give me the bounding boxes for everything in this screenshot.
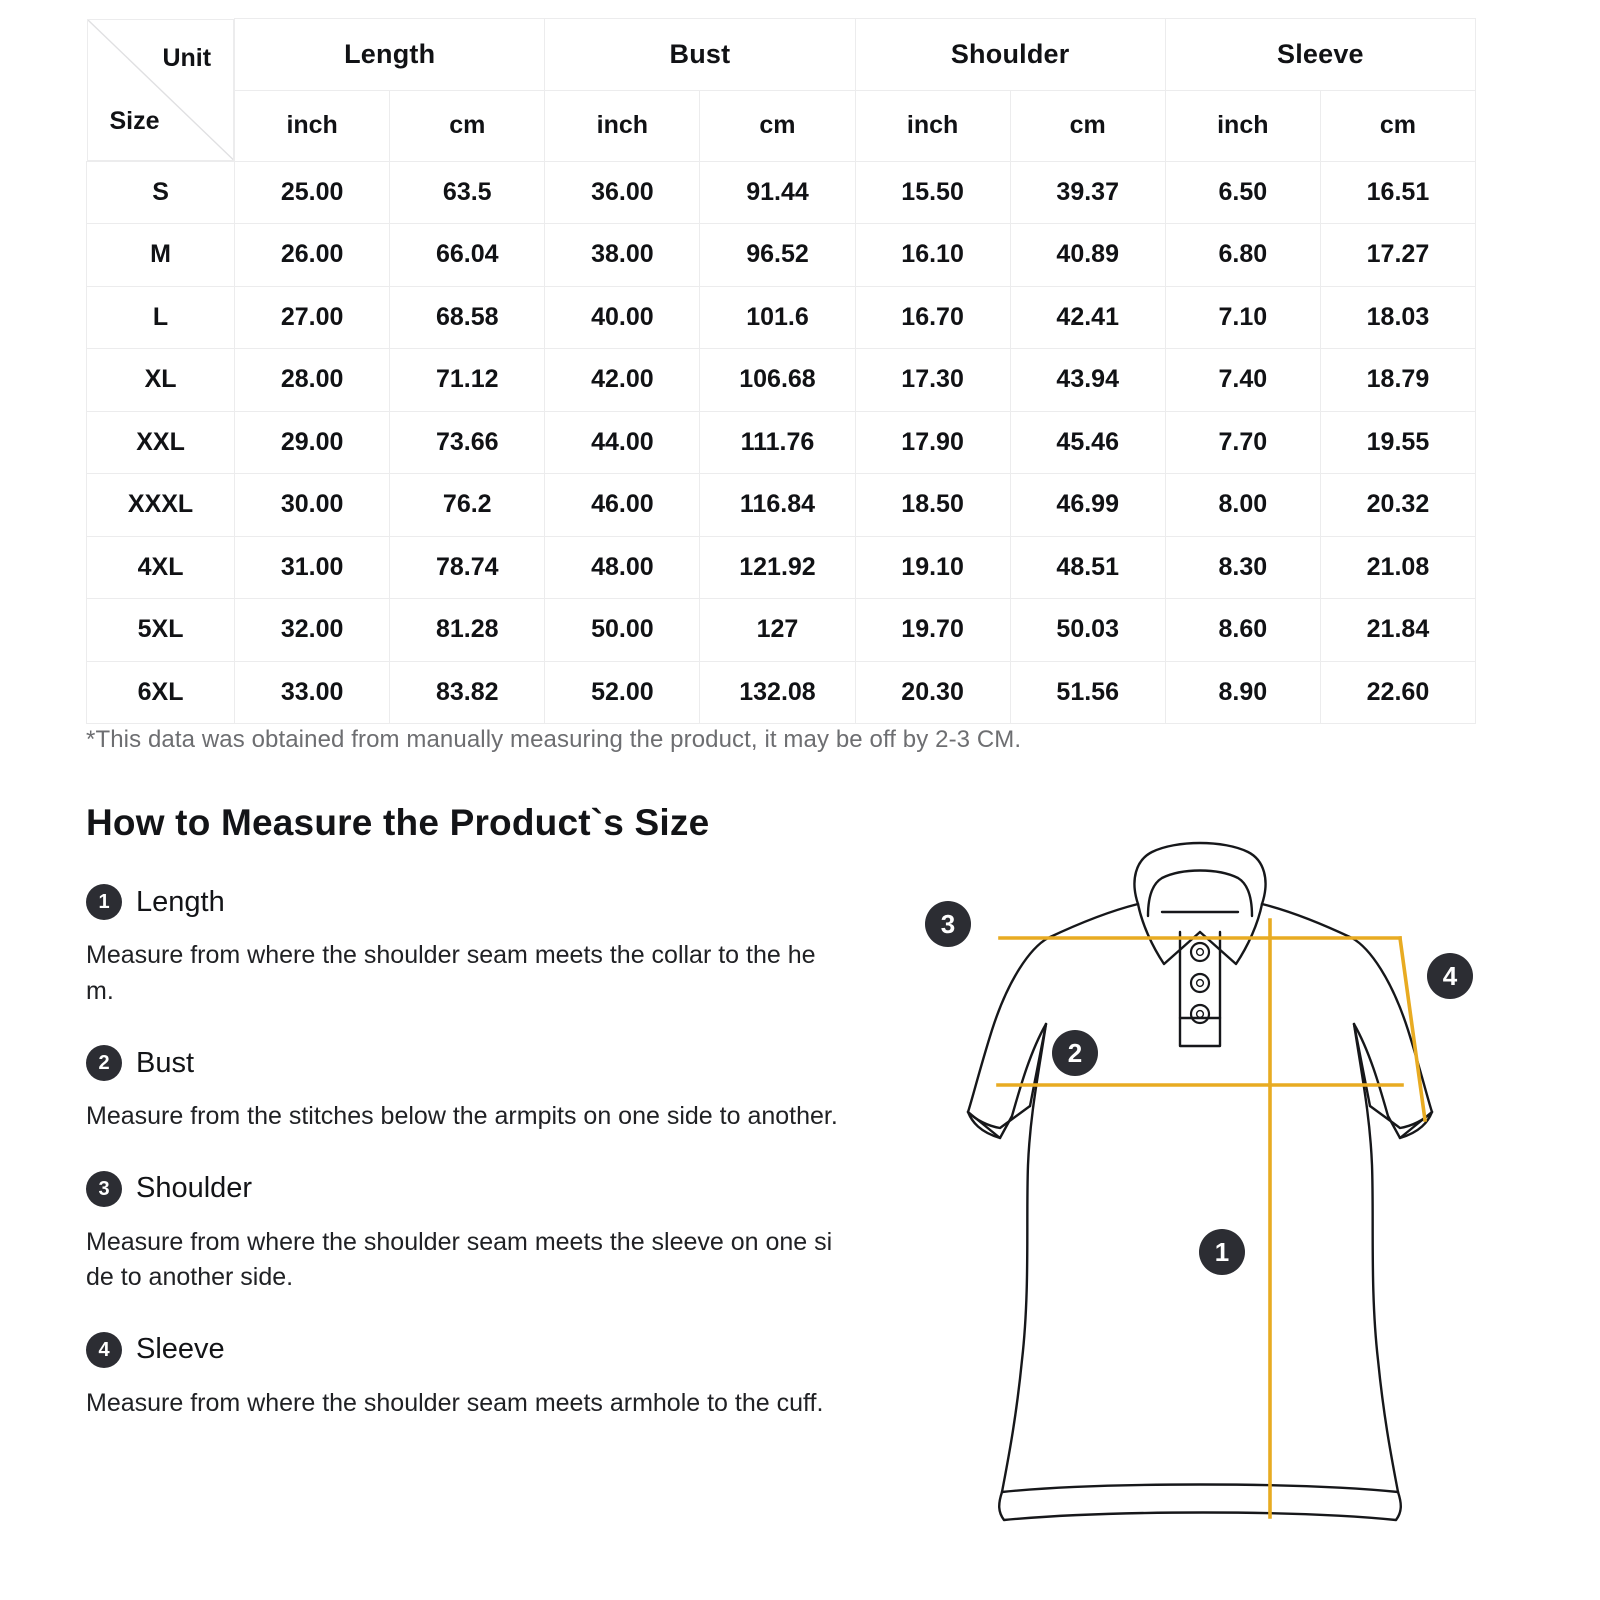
measurement-cell: 26.00 bbox=[235, 224, 390, 287]
measurement-cell: 132.08 bbox=[700, 661, 855, 724]
measurement-cell: 16.10 bbox=[855, 224, 1010, 287]
diagram-marker-4: 4 bbox=[1427, 953, 1473, 999]
measurement-cell: 43.94 bbox=[1010, 349, 1165, 412]
measurement-cell: 20.30 bbox=[855, 661, 1010, 724]
measurement-cell: 101.6 bbox=[700, 286, 855, 349]
size-label-cell: XXL bbox=[87, 411, 235, 474]
measurement-cell: 40.89 bbox=[1010, 224, 1165, 287]
measurement-cell: 17.27 bbox=[1320, 224, 1475, 287]
measurement-cell: 42.41 bbox=[1010, 286, 1165, 349]
measurement-cell: 48.51 bbox=[1010, 536, 1165, 599]
size-label-cell: 4XL bbox=[87, 536, 235, 599]
step-description: Measure from where the shoulder seam meets armhole to the cuff. bbox=[86, 1388, 824, 1417]
unit-header-bust-inch: inch bbox=[545, 91, 700, 161]
measurement-cell: 6.80 bbox=[1165, 224, 1320, 287]
size-label-cell: 5XL bbox=[87, 599, 235, 662]
table-row bbox=[87, 661, 1476, 724]
table-row bbox=[87, 349, 1476, 412]
unit-header-length-cm: cm bbox=[390, 91, 545, 161]
measurement-cell: 42.00 bbox=[545, 349, 700, 412]
step-description: Measure from where the shoulder seam meets the collar to the hem. bbox=[86, 941, 816, 1005]
measurement-cell: 21.08 bbox=[1320, 536, 1475, 599]
how-to-measure-title: How to Measure the Product`s Size bbox=[86, 802, 710, 843]
measurement-cell: 20.32 bbox=[1320, 474, 1475, 537]
measurement-cell: 76.2 bbox=[390, 474, 545, 537]
measurement-cell: 50.03 bbox=[1010, 599, 1165, 662]
measurement-cell: 6.50 bbox=[1165, 161, 1320, 224]
measurement-cell: 96.52 bbox=[700, 224, 855, 287]
measurement-cell: 8.90 bbox=[1165, 661, 1320, 724]
corner-diagonal-cell bbox=[87, 19, 235, 161]
size-label-cell: M bbox=[87, 224, 235, 287]
measurement-cell: 19.10 bbox=[855, 536, 1010, 599]
size-label-cell: S bbox=[87, 161, 235, 224]
table-row bbox=[87, 286, 1476, 349]
group-header-sleeve: Sleeve bbox=[1165, 19, 1475, 91]
measurement-cell: 15.50 bbox=[855, 161, 1010, 224]
measurement-cell: 73.66 bbox=[390, 411, 545, 474]
size-label-cell: XXXL bbox=[87, 474, 235, 537]
size-label-cell: XL bbox=[87, 349, 235, 412]
measurement-cell: 32.00 bbox=[235, 599, 390, 662]
measurement-cell: 7.10 bbox=[1165, 286, 1320, 349]
measurement-cell: 68.58 bbox=[390, 286, 545, 349]
measurement-cell: 28.00 bbox=[235, 349, 390, 412]
measurement-cell: 27.00 bbox=[235, 286, 390, 349]
measurement-cell: 81.28 bbox=[390, 599, 545, 662]
measurement-cell: 38.00 bbox=[545, 224, 700, 287]
measurement-cell: 16.51 bbox=[1320, 161, 1475, 224]
header-group-row bbox=[87, 19, 1476, 91]
group-header-bust: Bust bbox=[545, 19, 855, 91]
measurement-cell: 33.00 bbox=[235, 661, 390, 724]
measure-step-header bbox=[86, 1045, 856, 1081]
unit-header-shoulder-inch: inch bbox=[855, 91, 1010, 161]
measurement-cell: 19.70 bbox=[855, 599, 1010, 662]
step-title: Bust bbox=[136, 1046, 195, 1079]
step-title: Sleeve bbox=[136, 1333, 225, 1365]
measurement-cell: 7.70 bbox=[1165, 411, 1320, 474]
unit-header-shoulder-cm: cm bbox=[1010, 91, 1165, 161]
measurement-cell: 50.00 bbox=[545, 599, 700, 662]
step-number-badge: 1 bbox=[86, 884, 122, 920]
measurement-cell: 40.00 bbox=[545, 286, 700, 349]
measurement-cell: 7.40 bbox=[1165, 349, 1320, 412]
measure-step bbox=[86, 1171, 856, 1296]
size-table-body bbox=[87, 161, 1476, 724]
measurement-cell: 127 bbox=[700, 599, 855, 662]
measurement-cell: 45.46 bbox=[1010, 411, 1165, 474]
header-unit-row bbox=[87, 91, 1476, 161]
measure-step-header bbox=[86, 1171, 856, 1207]
measurement-cell: 8.00 bbox=[1165, 474, 1320, 537]
measurement-cell: 8.60 bbox=[1165, 599, 1320, 662]
table-row bbox=[87, 411, 1476, 474]
size-table-header bbox=[87, 19, 1476, 162]
measurement-cell: 31.00 bbox=[235, 536, 390, 599]
table-row bbox=[87, 536, 1476, 599]
measure-step-header bbox=[86, 884, 856, 920]
table-row bbox=[87, 474, 1476, 537]
measurement-cell: 91.44 bbox=[700, 161, 855, 224]
unit-header-sleeve-inch: inch bbox=[1165, 91, 1320, 161]
measurement-cell: 116.84 bbox=[700, 474, 855, 537]
diagram-marker-2: 2 bbox=[1052, 1030, 1098, 1076]
measurement-cell: 106.68 bbox=[700, 349, 855, 412]
measurement-cell: 52.00 bbox=[545, 661, 700, 724]
collar-buttons-icon bbox=[1191, 943, 1209, 1023]
measurement-cell: 16.70 bbox=[855, 286, 1010, 349]
measure-step bbox=[86, 884, 856, 1009]
measurement-cell: 18.79 bbox=[1320, 349, 1475, 412]
measurement-cell: 66.04 bbox=[390, 224, 545, 287]
measurement-cell: 25.00 bbox=[235, 161, 390, 224]
measurement-cell: 36.00 bbox=[545, 161, 700, 224]
measurement-cell: 121.92 bbox=[700, 536, 855, 599]
diagram-marker-3: 3 bbox=[925, 901, 971, 947]
step-number-badge: 4 bbox=[86, 1332, 122, 1368]
polo-shirt-diagram bbox=[880, 820, 1520, 1590]
table-row bbox=[87, 599, 1476, 662]
step-number-badge: 3 bbox=[86, 1171, 122, 1207]
measurement-cell: 19.55 bbox=[1320, 411, 1475, 474]
unit-header-sleeve-cm: cm bbox=[1320, 91, 1475, 161]
measurement-disclaimer: *This data was obtained from manually measuring the product, it may be off by 2-3 CM. bbox=[86, 726, 1022, 753]
group-header-length: Length bbox=[235, 19, 545, 91]
sleeve-measure-line bbox=[1400, 938, 1425, 1120]
step-description: Measure from the stitches below the armpits on one side to another. bbox=[86, 1102, 838, 1130]
size-table-container bbox=[86, 18, 1476, 724]
measurement-cell: 83.82 bbox=[390, 661, 545, 724]
measurement-cell: 44.00 bbox=[545, 411, 700, 474]
measurement-cell: 46.99 bbox=[1010, 474, 1165, 537]
measurement-cell: 18.50 bbox=[855, 474, 1010, 537]
measurement-cell: 30.00 bbox=[235, 474, 390, 537]
measurement-cell: 18.03 bbox=[1320, 286, 1475, 349]
polo-shirt-illustration-icon bbox=[880, 820, 1520, 1590]
measurement-cell: 39.37 bbox=[1010, 161, 1165, 224]
measurement-cell: 21.84 bbox=[1320, 599, 1475, 662]
measurement-cell: 29.00 bbox=[235, 411, 390, 474]
measurement-cell: 48.00 bbox=[545, 536, 700, 599]
measure-steps-list bbox=[86, 884, 856, 1457]
step-title: Length bbox=[136, 885, 225, 918]
measurement-cell: 8.30 bbox=[1165, 536, 1320, 599]
measure-step-header bbox=[86, 1332, 856, 1368]
measurement-cell: 46.00 bbox=[545, 474, 700, 537]
measurement-cell: 51.56 bbox=[1010, 661, 1165, 724]
diagonal-divider-icon bbox=[88, 20, 234, 160]
unit-header-bust-cm: cm bbox=[700, 91, 855, 161]
measurement-cell: 22.60 bbox=[1320, 661, 1475, 724]
measurement-cell: 71.12 bbox=[390, 349, 545, 412]
measure-step bbox=[86, 1045, 856, 1135]
size-header-label: Size bbox=[109, 106, 160, 135]
size-label-cell: L bbox=[87, 286, 235, 349]
unit-header-label: Unit bbox=[162, 43, 212, 72]
step-description: Measure from where the shoulder seam meets the sleeve on one side to another side. bbox=[86, 1227, 833, 1291]
size-table bbox=[86, 18, 1476, 724]
unit-header-length-inch: inch bbox=[235, 91, 390, 161]
measurement-cell: 17.30 bbox=[855, 349, 1010, 412]
measurement-cell: 63.5 bbox=[390, 161, 545, 224]
table-row bbox=[87, 224, 1476, 287]
diagram-marker-1: 1 bbox=[1199, 1229, 1245, 1275]
measurement-cell: 111.76 bbox=[700, 411, 855, 474]
table-row bbox=[87, 161, 1476, 224]
size-label-cell: 6XL bbox=[87, 661, 235, 724]
measure-step bbox=[86, 1332, 856, 1422]
group-header-shoulder: Shoulder bbox=[855, 19, 1165, 91]
measurement-cell: 78.74 bbox=[390, 536, 545, 599]
step-number-badge: 2 bbox=[86, 1045, 122, 1081]
measurement-cell: 17.90 bbox=[855, 411, 1010, 474]
corner-unit-size-cell bbox=[87, 19, 235, 162]
step-title: Shoulder bbox=[136, 1172, 253, 1204]
